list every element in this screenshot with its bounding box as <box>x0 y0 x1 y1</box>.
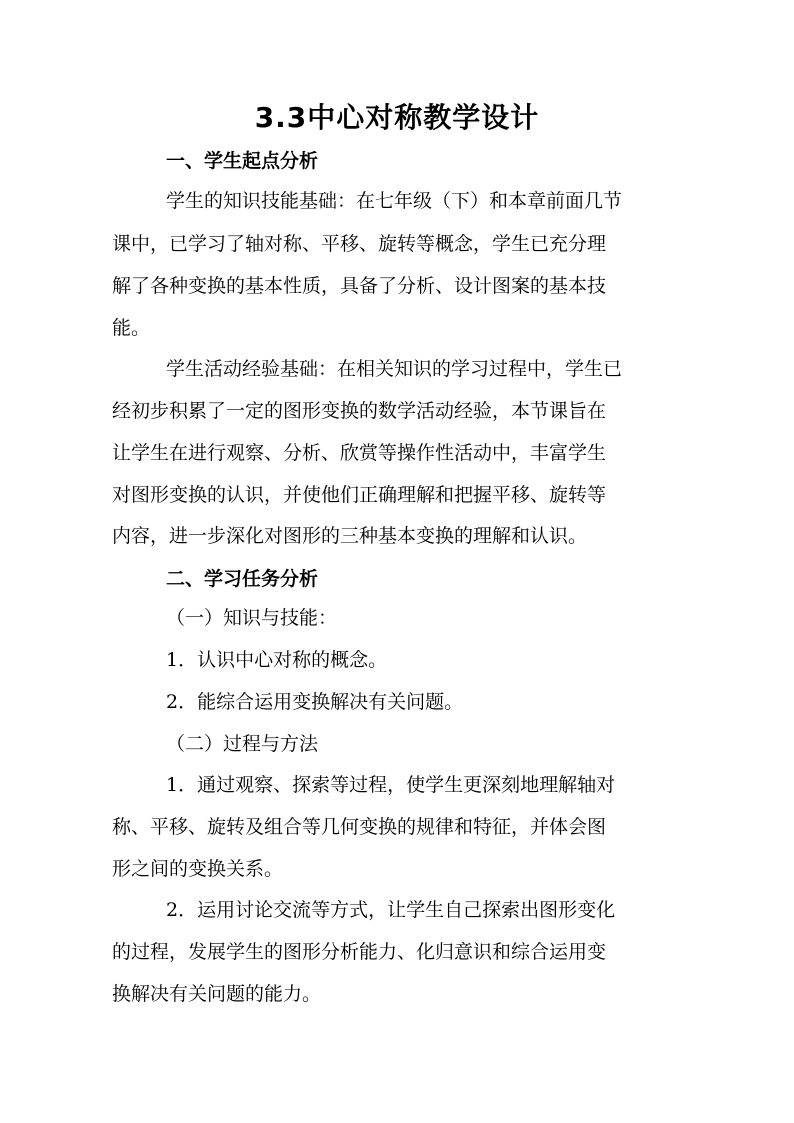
paragraph-line: 形之间的变换关系。 <box>112 858 284 880</box>
paragraph-line: 课中，已学习了轴对称、平移、旋转等概念，学生已充分理 <box>112 233 607 255</box>
paragraph-line: 内容，进一步深化对图形的三种基本变换的理解和认识。 <box>112 525 588 547</box>
paragraph-line: 2．运用讨论交流等方式，让学生自己探索出图形变化 <box>166 899 616 921</box>
section-heading-student-analysis: 一、学生起点分析 <box>166 150 319 172</box>
paragraph-line: 经初步积累了一定的图形变换的数学活动经验，本节课旨在 <box>112 400 607 422</box>
document-title: 3.3中心对称教学设计 <box>254 101 540 134</box>
paragraph-line: 换解决有关问题的能力。 <box>112 983 322 1005</box>
list-item: 1．认识中心对称的概念。 <box>166 649 388 671</box>
paragraph-line: 1．通过观察、探索等过程，使学生更深刻地理解轴对 <box>166 774 616 796</box>
paragraph-line: 称、平移、旋转及组合等几何变换的规律和特征，并体会图 <box>112 816 607 838</box>
paragraph-line: 解了各种变换的基本性质，具备了分析、设计图案的基本技 <box>112 275 607 297</box>
list-item: 2．能综合运用变换解决有关问题。 <box>166 691 464 713</box>
subsection-heading-knowledge-skills: （一）知识与技能： <box>166 607 338 629</box>
paragraph-line: 学生活动经验基础：在相关知识的学习过程中，学生已 <box>166 358 623 380</box>
paragraph-line: 学生的知识技能基础：在七年级（下）和本章前面几节 <box>166 190 623 212</box>
section-heading-task-analysis: 二、学习任务分析 <box>166 568 319 590</box>
subsection-heading-process-methods: （二）过程与方法 <box>166 733 319 755</box>
paragraph-line: 的过程，发展学生的图形分析能力、化归意识和综合运用变 <box>112 941 607 963</box>
paragraph-line: 能。 <box>112 317 151 339</box>
paragraph-line: 对图形变换的认识，并使他们正确理解和把握平移、旋转等 <box>112 484 607 506</box>
paragraph-line: 让学生在进行观察、分析、欣赏等操作性活动中，丰富学生 <box>112 442 607 464</box>
